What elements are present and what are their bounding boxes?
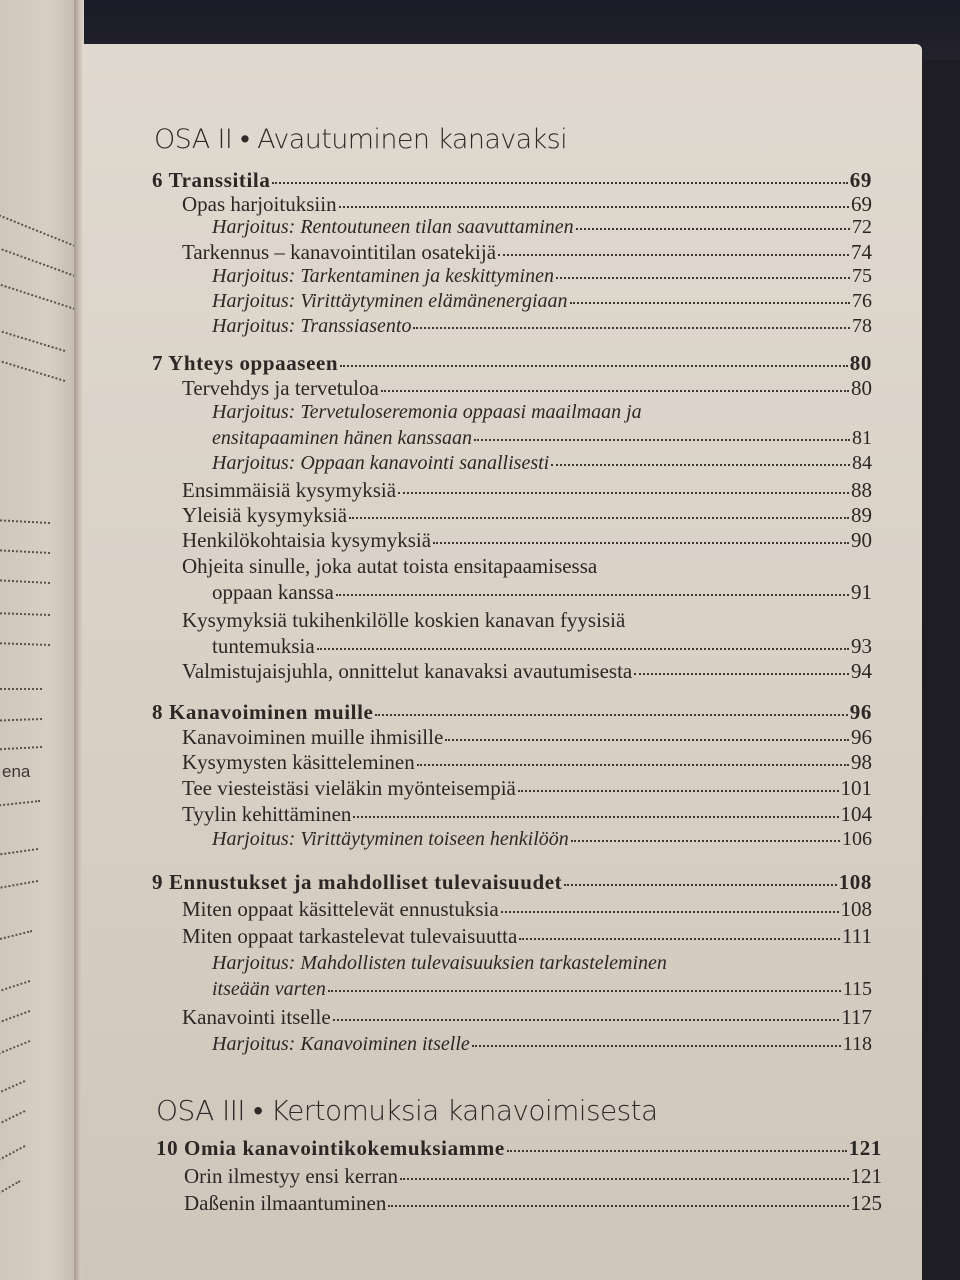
leader-line	[0, 578, 50, 584]
toc-section-entry[interactable]	[182, 1005, 872, 1030]
page-number: 74	[851, 240, 872, 264]
toc-section-entry[interactable]	[182, 659, 872, 684]
leader-line	[0, 688, 42, 690]
toc-section-entry[interactable]	[212, 634, 872, 659]
dot-leader	[317, 648, 849, 650]
page-number: 121	[850, 1164, 882, 1188]
toc-exercise-entry[interactable]	[212, 216, 872, 239]
page-number: 89	[851, 503, 872, 527]
page-number: 125	[850, 1191, 882, 1215]
toc-section-entry[interactable]	[182, 897, 872, 922]
section-title: tuntemuksia	[212, 634, 315, 658]
dot-leader	[353, 816, 838, 818]
page-number: 91	[851, 580, 872, 604]
page-number: 108	[838, 870, 872, 894]
toc-section-entry[interactable]	[182, 725, 872, 750]
toc-section-entry[interactable]	[184, 1191, 882, 1216]
dot-leader	[556, 277, 850, 279]
section-title-line1: Kysymyksiä tukihenkilölle koskien kanavan fyysisiä	[182, 608, 626, 632]
leader-line	[0, 518, 50, 524]
leader-line	[0, 355, 65, 382]
toc-chapter-entry[interactable]	[152, 168, 872, 193]
page-number: 106	[842, 828, 872, 850]
dot-leader	[498, 254, 849, 256]
toc-section-entry[interactable]	[182, 478, 872, 503]
page-number: 101	[840, 776, 872, 800]
toc-section-entry[interactable]	[182, 802, 872, 827]
toc-exercise-entry[interactable]	[212, 290, 872, 313]
left-page-edge	[0, 0, 80, 1280]
part-title: OSA III • Kertomuksia kanavoimisesta	[156, 1094, 658, 1127]
leader-line	[0, 1040, 30, 1061]
page-number: 94	[851, 659, 872, 683]
dot-leader	[400, 1178, 848, 1180]
section-title: oppaan kanssa	[212, 580, 334, 604]
dot-leader	[381, 390, 849, 392]
leader-line	[0, 1110, 25, 1132]
leader-line	[0, 848, 38, 858]
leader-line	[0, 209, 75, 246]
right-page	[82, 44, 922, 1280]
dot-leader	[413, 327, 850, 329]
toc-section-entry[interactable]	[182, 776, 872, 801]
page-number: 90	[851, 528, 872, 552]
dot-leader	[576, 228, 850, 230]
exercise-title: Harjoitus: Virittäytyminen toiseen henkilöön	[212, 828, 569, 850]
toc-section-entry[interactable]	[184, 1164, 882, 1189]
leader-line	[0, 1080, 25, 1100]
chapter-title: 9 Ennustukset ja mahdolliset tulevaisuudet	[152, 870, 563, 894]
page-number: 76	[852, 290, 872, 312]
leader-line	[0, 718, 42, 722]
leader-line	[0, 1180, 20, 1202]
dot-leader	[501, 911, 839, 913]
page-number: 75	[852, 265, 872, 287]
section-title-line1: Ohjeita sinulle, joka autat toista ensitapaamisessa	[182, 554, 598, 578]
section-title: Miten oppaat käsittelevät ennustuksia	[182, 897, 499, 921]
page-number: 69	[849, 168, 872, 192]
leader-line	[0, 980, 30, 997]
dot-leader	[417, 764, 849, 766]
toc-chapter-entry[interactable]	[152, 870, 872, 895]
leader-line	[0, 612, 50, 616]
leader-line	[0, 642, 50, 646]
dot-leader	[571, 840, 840, 842]
toc-exercise-entry[interactable]	[212, 427, 872, 450]
page-number: 111	[842, 924, 872, 948]
left-page-text-fragment: ena	[2, 762, 31, 781]
exercise-title: ensitapaaminen hänen kanssaan	[212, 427, 472, 449]
toc-section-entry[interactable]	[182, 240, 872, 265]
exercise-title: Harjoitus: Virittäytyminen elämänenergiaan	[212, 290, 568, 312]
dot-leader	[375, 714, 847, 716]
exercise-title-line1: Harjoitus: Mahdollisten tulevaisuuksien tarkasteleminen	[212, 952, 667, 974]
toc-section-entry[interactable]	[182, 750, 872, 775]
toc-exercise-entry[interactable]	[212, 452, 872, 475]
exercise-title: Harjoitus: Kanavoiminen itselle	[212, 1033, 470, 1055]
leader-line	[0, 930, 32, 945]
leader-line	[0, 1145, 25, 1168]
page-number: 117	[841, 1005, 872, 1029]
toc-exercise-entry[interactable]	[212, 315, 872, 338]
toc-exercise-entry[interactable]	[212, 978, 872, 1001]
section-title: Kysymysten käsitteleminen	[182, 750, 415, 774]
dot-leader	[340, 365, 848, 367]
exercise-title: itseään varten	[212, 978, 326, 1000]
section-title: Tervehdys ja tervetuloa	[182, 376, 379, 400]
exercise-title: Harjoitus: Oppaan kanavointi sanallisesti	[212, 452, 550, 474]
dot-leader	[433, 542, 849, 544]
toc-chapter-entry[interactable]	[152, 700, 872, 725]
page-number: 98	[851, 750, 872, 774]
toc-exercise-entry[interactable]	[212, 828, 872, 851]
page-number: 118	[842, 1033, 872, 1055]
section-title: Henkilökohtaisia kysymyksiä	[182, 528, 432, 552]
toc-exercise-entry[interactable]	[212, 1033, 872, 1056]
section-title: Tarkennus – kanavointitilan osatekijä	[182, 240, 497, 264]
page-number: 69	[851, 192, 872, 216]
page-number: 121	[848, 1136, 882, 1160]
section-title: Miten oppaat tarkastelevat tulevaisuutta	[182, 924, 518, 948]
dot-leader	[398, 492, 849, 494]
page-number: 80	[851, 376, 872, 400]
toc-chapter-entry[interactable]	[156, 1136, 882, 1161]
leader-line	[0, 1010, 30, 1029]
exercise-title: Harjoitus: Tarkentaminen ja keskittyminen	[212, 265, 554, 287]
page-number: 88	[851, 478, 872, 502]
part-title: OSA II • Avautuminen kanavaksi	[154, 124, 568, 155]
leader-line	[0, 548, 50, 554]
toc-section-entry[interactable]	[212, 580, 872, 605]
dot-leader	[333, 1019, 840, 1021]
section-title: Ensimmäisiä kysymyksiä	[182, 478, 397, 502]
dot-leader	[507, 1150, 847, 1152]
page-number: 108	[840, 897, 872, 921]
section-title: Tee viesteistäsi vieläkin myönteisempiä	[182, 776, 516, 800]
page-number: 78	[852, 315, 872, 337]
dot-leader	[472, 1045, 841, 1047]
toc-section-entry[interactable]	[182, 376, 872, 401]
section-title: Orin ilmestyy ensi kerran	[184, 1164, 399, 1188]
page-number: 96	[849, 700, 872, 724]
dot-leader	[445, 739, 849, 741]
exercise-title-line1: Harjoitus: Tervetuloseremonia oppaasi maailmaan ja	[212, 401, 642, 423]
page-number: 104	[840, 802, 872, 826]
leader-line	[0, 880, 38, 892]
section-title: Daßenin ilmaantuminen	[184, 1191, 387, 1215]
dot-leader	[336, 594, 849, 596]
section-title: Tyylin kehittäminen	[182, 802, 352, 826]
toc-section-entry[interactable]	[182, 192, 872, 217]
page-number: 84	[852, 452, 872, 474]
page-number: 80	[849, 351, 872, 375]
dot-leader	[634, 673, 849, 675]
dot-leader	[388, 1205, 848, 1207]
dot-leader	[474, 439, 850, 441]
dot-leader	[518, 790, 839, 792]
dot-leader	[272, 182, 847, 184]
toc-chapter-entry[interactable]	[152, 351, 872, 376]
toc-section-entry[interactable]	[182, 503, 872, 528]
dot-leader	[339, 206, 849, 208]
leader-line	[0, 800, 40, 808]
section-title: Kanavointi itselle	[182, 1005, 331, 1029]
chapter-title: 7 Yhteys oppaaseen	[152, 351, 339, 375]
toc-section-entry[interactable]	[182, 924, 872, 949]
page-number: 72	[852, 216, 872, 238]
chapter-title: 10 Omia kanavointikokemuksiamme	[156, 1136, 505, 1160]
chapter-title: 6 Transsitila	[152, 168, 271, 192]
dot-leader	[551, 464, 850, 466]
toc-exercise-entry[interactable]	[212, 265, 872, 288]
leader-line	[0, 279, 75, 310]
page-number: 81	[852, 427, 872, 449]
page-number: 96	[851, 725, 872, 749]
section-title: Kanavoiminen muille ihmisille	[182, 725, 444, 749]
page-number: 93	[851, 634, 872, 658]
toc-section-entry[interactable]	[182, 528, 872, 553]
leader-line	[0, 243, 75, 277]
dot-leader	[519, 938, 840, 940]
leader-line	[0, 746, 42, 751]
exercise-title: Harjoitus: Rentoutuneen tilan saavuttaminen	[212, 216, 574, 238]
section-title: Yleisiä kysymyksiä	[182, 503, 348, 527]
dot-leader	[328, 990, 841, 992]
page-number: 115	[842, 978, 872, 1000]
dot-leader	[570, 302, 851, 304]
dot-leader	[564, 884, 836, 886]
exercise-title: Harjoitus: Transsiasento	[212, 315, 412, 337]
dot-leader	[349, 517, 849, 519]
leader-line	[0, 325, 65, 352]
section-title: Opas harjoituksiin	[182, 192, 337, 216]
section-title: Valmistujaisjuhla, onnittelut kanavaksi avautumisesta	[182, 659, 633, 683]
chapter-title: 8 Kanavoiminen muille	[152, 700, 374, 724]
